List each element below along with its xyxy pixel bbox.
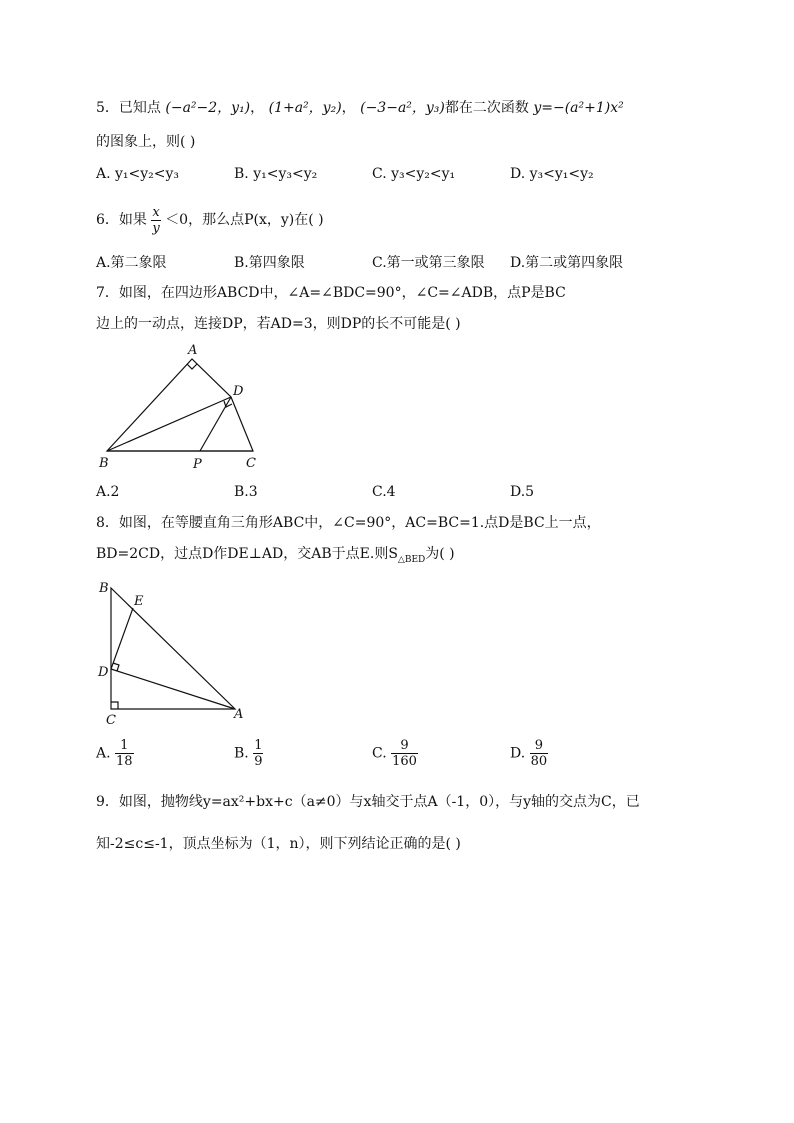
- q9-stem-line1: 9．如图，抛物线y=ax²+bx+c（a≠0）与x轴交于点A（-1，0），与y轴的交点为C，已: [96, 794, 640, 810]
- q5-stem-line2: 的图象上，则( ): [96, 134, 196, 150]
- q7-stem-line2: 边上的一动点，连接DP，若AD=3，则DP的长不可能是( ): [96, 316, 461, 332]
- q7-option-a[interactable]: A.2: [96, 484, 120, 500]
- q7-label-a: A: [188, 343, 198, 358]
- q7-label-d: D: [233, 384, 244, 399]
- q5-function: y=−(a²+1)x²: [533, 100, 624, 116]
- q8-label-b: B: [99, 581, 109, 596]
- q8-label-c: C: [106, 713, 116, 726]
- q8-options: [96, 738, 716, 778]
- q8-stem-line2: BD=2CD，过点D作DE⊥AD，交AB于点E.则$S_{\triangle BED}$为( ): [96, 546, 455, 565]
- q7-stem-line1: 7．如图，在四边形ABCD中，∠A=∠BDC=90°，∠C=∠ADB，点P是BC: [96, 285, 566, 301]
- q5-stem-line1: 5．已知点 (−a²−2，y₁)， (1+a²，y₂)， (−3−a²，y₃)都在二次函数 y=−(a²+1)x²: [96, 100, 624, 116]
- q8-option-a[interactable]: A. $\frac{1}{18}$: [96, 738, 133, 769]
- q5-options: [96, 166, 716, 190]
- q8-stem-line1: 8．如图，在等腰直角三角形ABC中，∠C=90°，AC=BC=1.点D是BC上一点，: [96, 515, 601, 531]
- q8-label-e: E: [134, 594, 144, 609]
- q7-option-b[interactable]: B.3: [234, 484, 258, 500]
- q6-option-d[interactable]: D.第二或第四象限: [510, 255, 624, 271]
- q5-option-a[interactable]: A. y₁<y₂<y₃: [96, 166, 180, 182]
- q8-option-c[interactable]: C. $\frac{9}{160}$: [372, 738, 417, 769]
- q5-point-3: (−3−a²，y₃): [360, 100, 445, 116]
- q6-fraction: $\frac{x}{y}$: [152, 204, 160, 236]
- q6-option-c[interactable]: C.第一或第三象限: [372, 255, 485, 271]
- q9-stem-line2: 知-2≤c≤-1，顶点坐标为（1，n），则下列结论正确的是( ): [96, 836, 461, 852]
- q7-segment-dp: [200, 397, 231, 451]
- q5-point-1: (−a²−2，y₁): [165, 100, 251, 116]
- q7-option-d[interactable]: D.5: [510, 484, 535, 500]
- q7-label-p: P: [193, 457, 202, 472]
- q8-figure: [96, 576, 256, 726]
- q8-label-d: D: [98, 665, 109, 680]
- q8-right-angle-c: [111, 702, 118, 709]
- q8-label-a: A: [234, 707, 244, 722]
- q6-option-a[interactable]: A.第二象限: [96, 255, 167, 271]
- q8-segment-de: [111, 608, 133, 669]
- q6-options: [96, 252, 716, 276]
- q5-point-2: (1+a²，y₂): [268, 100, 342, 116]
- q5-option-c[interactable]: C. y₃<y₂<y₁: [372, 166, 456, 182]
- q7-label-b: B: [99, 456, 109, 471]
- q8-segment-ad: [111, 669, 235, 709]
- q5-option-b[interactable]: B. y₁<y₃<y₂: [234, 166, 318, 182]
- q8-triangle: [111, 588, 235, 709]
- q6-option-b[interactable]: B.第四象限: [234, 255, 305, 271]
- q7-diagonal-bd: [107, 397, 231, 451]
- q8-option-b[interactable]: B. $\frac{1}{9}$: [234, 738, 263, 769]
- q8-option-d[interactable]: D. $\frac{9}{80}$: [510, 738, 548, 769]
- q7-options: [96, 484, 716, 508]
- q6-stem: 6．如果 $\frac{x}{y}$ ＜0，那么点P(x，y)在( ): [96, 204, 324, 236]
- q7-label-c: C: [246, 456, 256, 471]
- q7-right-angle-a: [187, 364, 197, 369]
- q5-option-d[interactable]: D. y₃<y₁<y₂: [510, 166, 594, 182]
- q7-figure: [96, 342, 266, 472]
- q7-option-c[interactable]: C.4: [372, 484, 396, 500]
- q8-area-subscript: △BED: [397, 554, 426, 565]
